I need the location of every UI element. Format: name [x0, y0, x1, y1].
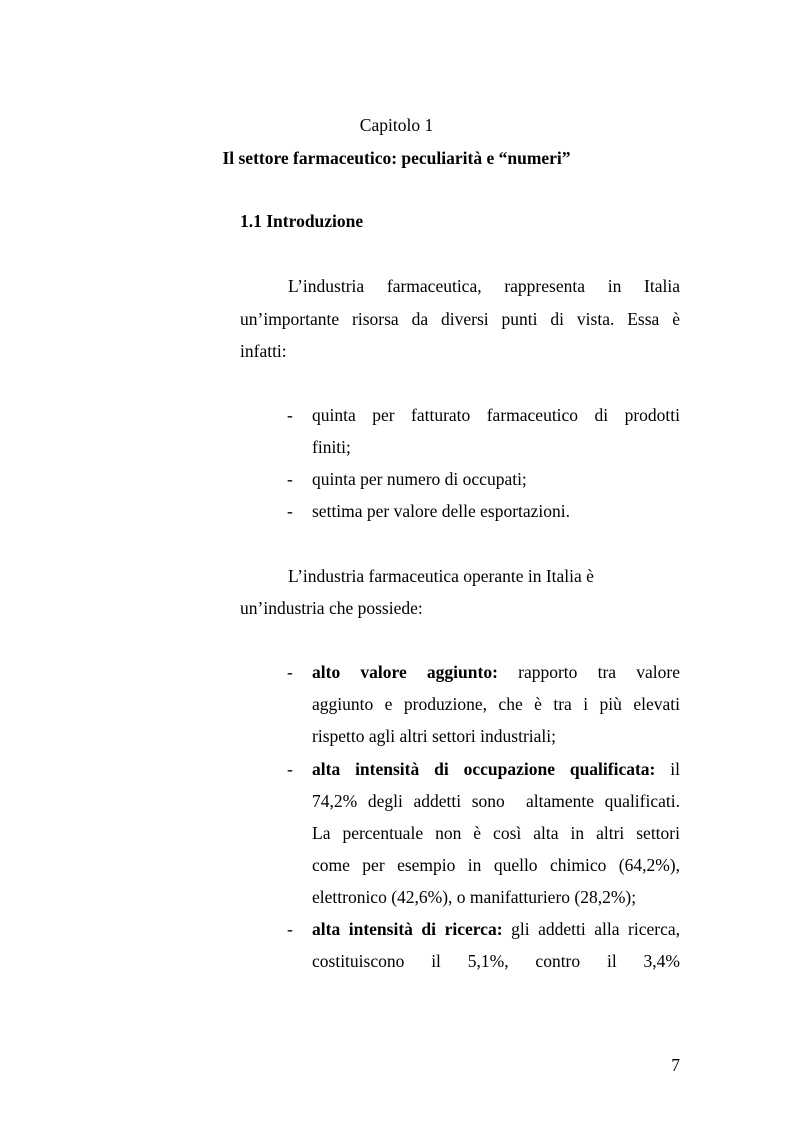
possesses-line-2: un’industria che possiede:	[240, 598, 423, 618]
feature-1-line-3: rispetto agli altri settori industriali;	[312, 726, 556, 746]
feature-2-line-4: come per esempio in quello chimico (64,2%),	[312, 855, 680, 875]
feature-1-text: rapporto tra valore	[518, 662, 680, 682]
intro-word: L’industria	[288, 276, 365, 296]
list-dash: -	[287, 662, 293, 682]
feature-1-term: alto valore aggiunto:	[312, 662, 498, 682]
chapter-title: Il settore farmaceutico: peculiarità e “numeri”	[222, 148, 571, 168]
intro-line-2: un’importante risorsa da diversi punti di vista. Essa è	[240, 309, 680, 329]
possesses-line-1: L’industria farmaceutica operante in Italia è	[288, 566, 594, 586]
section-heading: 1.1 Introduzione	[240, 211, 364, 231]
feature-2-term: alta intensità di occupazione qualificata:	[312, 759, 656, 779]
chapter-label: Capitolo 1	[359, 115, 434, 135]
intro-word: Italia	[644, 276, 680, 296]
feature-3-line-2: costituiscono il 5,1%, contro il 3,4%	[312, 951, 680, 971]
ranking-item-2: quinta per numero di occupati;	[312, 469, 527, 489]
list-dash: -	[287, 405, 293, 425]
intro-line-1	[288, 276, 680, 297]
list-dash: -	[287, 469, 293, 489]
feature-1-line-1	[312, 662, 680, 683]
feature-3-line-1	[312, 919, 680, 940]
intro-line-3: infatti:	[240, 341, 287, 361]
feature-3-text: gli addetti alla ricerca,	[511, 919, 681, 939]
feature-1-line-2: aggiunto e produzione, che è tra i più elevati	[312, 694, 680, 714]
feature-2-line-2: 74,2% degli addetti sono altamente qualificati.	[312, 791, 680, 811]
intro-word: in	[607, 276, 622, 296]
ranking-item-3: settima per valore delle esportazioni.	[312, 501, 571, 521]
ranking-item-1-line-2: finiti;	[312, 437, 351, 457]
feature-3-term: alta intensità di ricerca:	[312, 919, 503, 939]
feature-2-line-3: La percentuale non è così alta in altri settori	[312, 823, 680, 843]
list-dash: -	[287, 759, 293, 779]
intro-word: rappresenta	[504, 276, 585, 296]
intro-word: farmaceutica,	[386, 276, 482, 296]
list-dash: -	[287, 919, 293, 939]
feature-2-text: il	[670, 759, 680, 779]
list-dash: -	[287, 501, 293, 521]
feature-2-line-5: elettronico (42,6%), o manifatturiero (28,2%);	[312, 887, 637, 907]
page-number: 7	[671, 1055, 680, 1075]
ranking-item-1-line-1: quinta per fatturato farmaceutico di prodotti	[312, 405, 680, 425]
feature-2-line-1	[312, 759, 680, 780]
